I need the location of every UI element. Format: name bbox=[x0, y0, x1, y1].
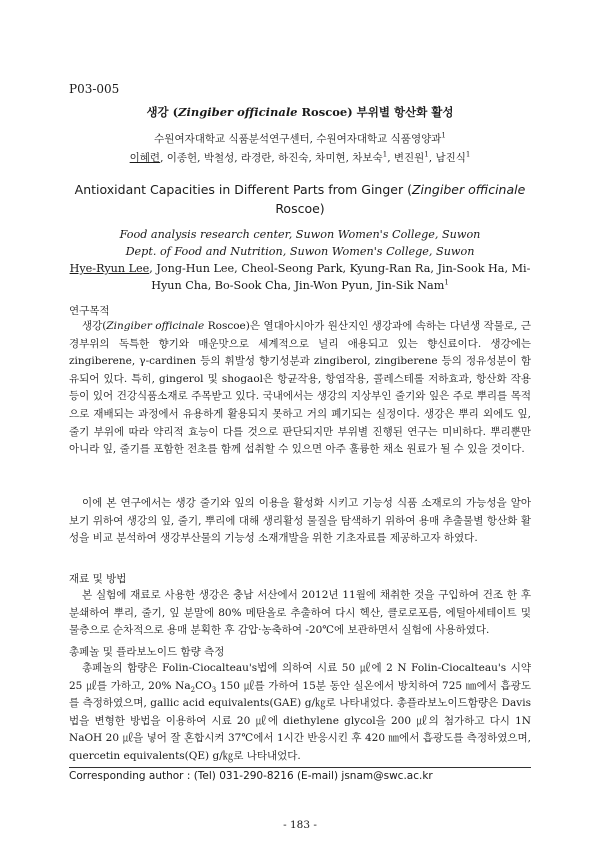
korean-title: 생강 (Zingiber officinale Roscoe) 부위별 항산화 활성 bbox=[146, 105, 454, 119]
english-title: Antioxidant Capacities in Different Parts from Ginger (Zingiber officinale Roscoe) bbox=[74, 182, 526, 216]
page-number: - 183 - bbox=[283, 819, 317, 831]
korean-affiliation: 수원여자대학교 식품분석연구센터, 수원여자대학교 식품영양과$^1$ bbox=[154, 131, 446, 145]
purpose-paragraph-2: 이에 본 연구에서는 생강 줄기와 잎의 이용을 활성화 시키고 기능성 식품 소재로의 가능성을 알아보기 위하여 생강의 잎, 줄기, 뿌리에 대해 생리활성 물질을 탐색하기 위하여 용매 추출물별 항산화 활성을 비교 분석하여 생강부산물의 기능성 소재개발을 위한 기초자료를 제공하고자 하였다. bbox=[69, 497, 531, 545]
korean-authors: 이혜련, 이종헌, 박철성, 라경란, 하진숙, 차미현, 차보숙$^1$, 변진원$^1$, 남진식$^1$ bbox=[129, 150, 471, 164]
corresponding-author: Corresponding author : (Tel) 031-290-8216 (E-mail) jsnam@swc.ac.kr bbox=[69, 770, 433, 782]
methods-paragraph-1: 본 실험에 재료로 사용한 생강은 충남 서산에서 2012년 11월에 채취한 것을 구입하여 건조 한 후 분쇄하여 뿌리, 줄기, 잎 분말에 80% 메탄올로 추출하여 다시 헥산, 클로로포름, 에틸아세테이트 및 물층으로 순차적으로 용매 분획한 후 감압·농축하여 -20℃에 보관하면서 실험에 사용하였다. bbox=[69, 589, 531, 637]
methods-paragraph-2: 총페놀의 함량은 Folin-Ciocalteau's법에 의하여 시료 50 ㎕에 2 N Folin-Ciocalteau's 시약 25 ㎕를 가하고, 20% $Na_2CO_3$ 150 ㎕를 가하여 15분 동안 실온에서 방치하여 725 ㎚에서 흡광도를 측정하였으며, gallic acid equivalents(GAE) g/㎏로 나타내었다. 총플라보노이드함량은 Davis법을 변형한 방법을 이용하여 시료 20 ㎕에 diethylene glycol을 200 ㎕의 첨가하고 다시 1N NaOH 20 ㎕을 넣어 잘 혼합시켜 37℃에서 1시간 반응시킨 후 420 ㎚에서 흡광도를 측정하였으며, quercetin equivalents(QE) g/㎏로 나타내었다. bbox=[69, 662, 531, 762]
abstract-code: P03-005 bbox=[69, 82, 120, 96]
methods-subheading: 총페놀 및 플라보노이드 함량 측정 bbox=[69, 646, 225, 658]
footer-divider bbox=[69, 767, 531, 768]
english-affiliation-2: Dept. of Food and Nutrition, Suwon Women's College, Suwon bbox=[125, 245, 475, 258]
purpose-heading: 연구목적 bbox=[69, 305, 110, 317]
methods-heading: 재료 및 방법 bbox=[69, 573, 127, 585]
english-authors: Hye-Ryun Lee, Jong-Hun Lee, Cheol-Seong Park, Kyung-Ran Ra, Jin-Sook Ha, Mi-Hyun Cha, Bo-Sook Cha, Jin-Won Pyun, Jin-Sik Nam$^1$ bbox=[69, 262, 531, 292]
purpose-paragraph-1: 생강(Zingiber officinale Roscoe)은 열대아시아가 원산지인 생강과에 속하는 다년생 작물로, 근경부위의 독특한 향기와 매운맛으로 세계적으로 널리 애용되고 있는 향신료이다. 생강에는 zingiberene, γ-cardinen 등의 휘발성 향기성분과 zingiberol, zingiberene 등의 정유성분이 함유되어 있다. 특히, gingerol 및 shogaol은 항균작용, 항염작용, 콜레스테롤 저하효과, 항산화 작용 등이 있어 건강식품소재로 주목받고 있다. 국내에서는 생강의 지상부인 줄기와 잎은 주로 뿌리를 목적으로 재배되는 과정에서 유용하게 활용되지 못하고 거의 폐기되는 실정이다. 생강은 뿌리 외에도 잎, 줄기 부위에 따라 약리적 효능이 다를 것으로 판단되지만 부위별 진행된 연구는 미비하다. 뿌리뿐만 아니라 잎, 줄기를 포함한 전초를 함께 섭취할 수 있으면 아주 훌륭한 채소 원료가 될 수 있을 것이다. bbox=[69, 320, 531, 456]
english-affiliation-1: Food analysis research center, Suwon Women's College, Suwon bbox=[119, 228, 481, 241]
